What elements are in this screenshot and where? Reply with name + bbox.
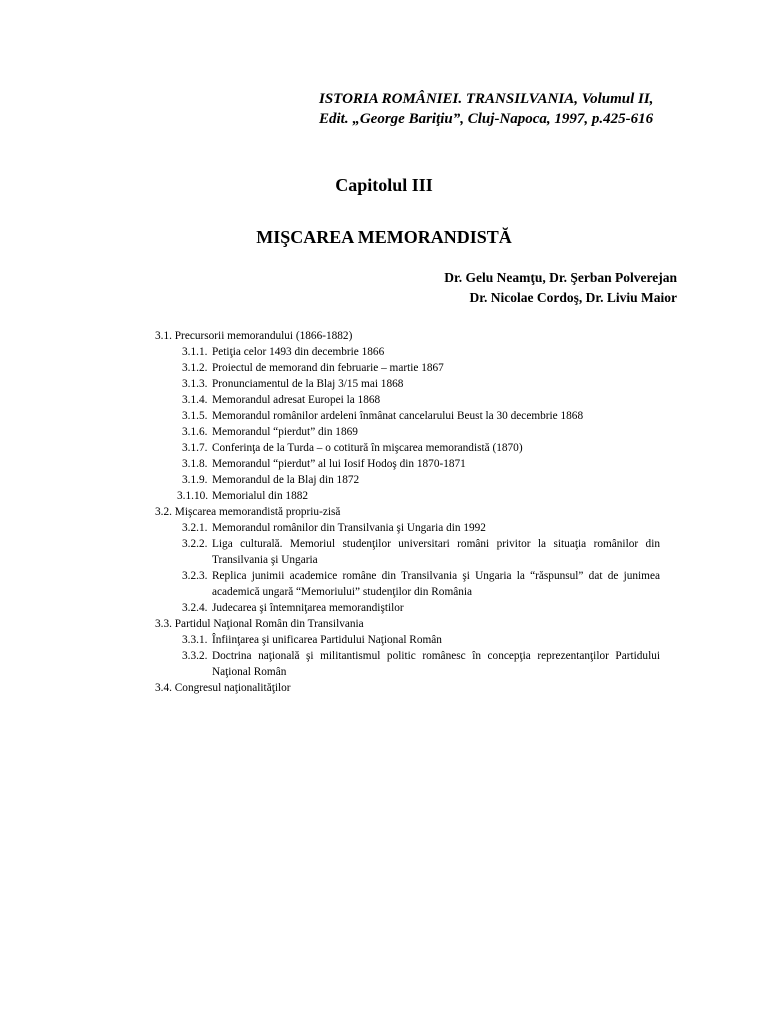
toc-text: Liga culturală. Memoriul studenţilor universitari români privitor la situaţia românilor din Transilvania şi Ungaria — [212, 538, 660, 566]
toc-text: Memorandul românilor ardeleni înmânat cancelarului Beust la 30 decembrie 1868 — [212, 410, 584, 422]
toc-number: 3.1.7. — [182, 442, 208, 454]
toc-subsection — [155, 472, 660, 488]
toc-number: 3.2.2. — [182, 538, 208, 550]
source-line-1: ISTORIA ROMÂNIEI. TRANSILVANIA, Volumul II, — [319, 91, 654, 107]
toc-subsection — [155, 600, 660, 616]
toc-number: 3.2.4. — [182, 602, 208, 614]
toc-subsection — [155, 632, 660, 648]
toc-text: Memorandul românilor din Transilvania şi Ungaria din 1992 — [212, 522, 486, 534]
toc-subsection — [155, 392, 660, 408]
authors-line-1: Dr. Gelu Neamţu, Dr. Şerban Polverejan — [444, 270, 677, 285]
toc-subsection — [155, 408, 660, 424]
toc-subsection — [155, 424, 660, 440]
toc-text: Înfiinţarea şi unificarea Partidului Naţional Român — [212, 634, 442, 646]
toc-number: 3.1.5. — [182, 410, 208, 422]
toc-number: 3.1.1. — [182, 346, 208, 358]
toc-number: 3.1.2. — [182, 362, 208, 374]
toc-number: 3.1.3. — [182, 378, 208, 390]
authors-block — [444, 268, 677, 308]
toc-text: Memorandul “pierdut” al lui Iosif Hodoş din 1870-1871 — [212, 458, 466, 470]
toc-subsection — [155, 568, 660, 600]
toc-subsection — [155, 456, 660, 472]
toc-text: Conferinţa de la Turda – o cotitură în mişcarea memorandistă (1870) — [212, 442, 523, 454]
toc-text: Doctrina naţională şi militantismul politic românesc în concepţia reprezentanţilor Partidului Naţional Român — [212, 650, 660, 678]
toc-text: Judecarea şi întemniţarea memorandiştilor — [212, 602, 404, 614]
toc-text: Petiţia celor 1493 din decembrie 1866 — [212, 346, 385, 358]
toc-number: 3.2.1. — [182, 522, 208, 534]
authors-line-2: Dr. Nicolae Cordoş, Dr. Liviu Maior — [469, 290, 677, 305]
toc-text: Replica junimii academice române din Transilvania şi Ungaria la “răspunsul” dat de junimea academică ungară “Memoriului” studenţilor din România — [212, 570, 660, 598]
toc-number: 3.2.3. — [182, 570, 208, 582]
toc-subsection — [155, 440, 660, 456]
toc-number: 3.1.8. — [182, 458, 208, 470]
source-citation — [319, 89, 739, 129]
toc-subsection — [155, 488, 660, 504]
toc-number: 3.3.2. — [182, 650, 208, 662]
chapter-title: MIŞCAREA MEMORANDISTĂ — [256, 227, 512, 247]
toc-number: 3.1.9. — [182, 474, 208, 486]
toc-section: 3.3. Partidul Naţional Român din Transilvania — [155, 618, 364, 630]
toc-subsection — [155, 360, 660, 376]
toc-text: Memorandul adresat Europei la 1868 — [212, 394, 381, 406]
toc-text: Proiectul de memorand din februarie – martie 1867 — [212, 362, 444, 374]
source-line-2: Edit. „George Bariţiu”, Cluj-Napoca, 1997, p.425-616 — [319, 111, 654, 127]
toc-subsection — [155, 536, 660, 568]
toc-section: 3.1. Precursorii memorandului (1866-1882) — [155, 330, 353, 342]
toc-text: Memorandul de la Blaj din 1872 — [212, 474, 360, 486]
toc-subsection — [155, 520, 660, 536]
toc-subsection — [155, 376, 660, 392]
toc-number: 3.1.6. — [182, 426, 208, 438]
toc-section: 3.2. Mişcarea memorandistă propriu-zisă — [155, 506, 341, 518]
toc-text: Memorialul din 1882 — [212, 490, 309, 502]
toc-number: 3.3.1. — [182, 634, 208, 646]
toc-text: Pronunciamentul de la Blaj 3/15 mai 1868 — [212, 378, 404, 390]
toc-subsection — [155, 648, 660, 680]
toc-text: Memorandul “pierdut” din 1869 — [212, 426, 358, 438]
toc-number: 3.1.4. — [182, 394, 208, 406]
table-of-contents — [155, 328, 660, 696]
toc-section: 3.4. Congresul naţionalităţilor — [155, 682, 291, 694]
toc-subsection — [155, 344, 660, 360]
toc-number: 3.1.10. — [177, 490, 209, 502]
chapter-label: Capitolul III — [335, 175, 433, 195]
